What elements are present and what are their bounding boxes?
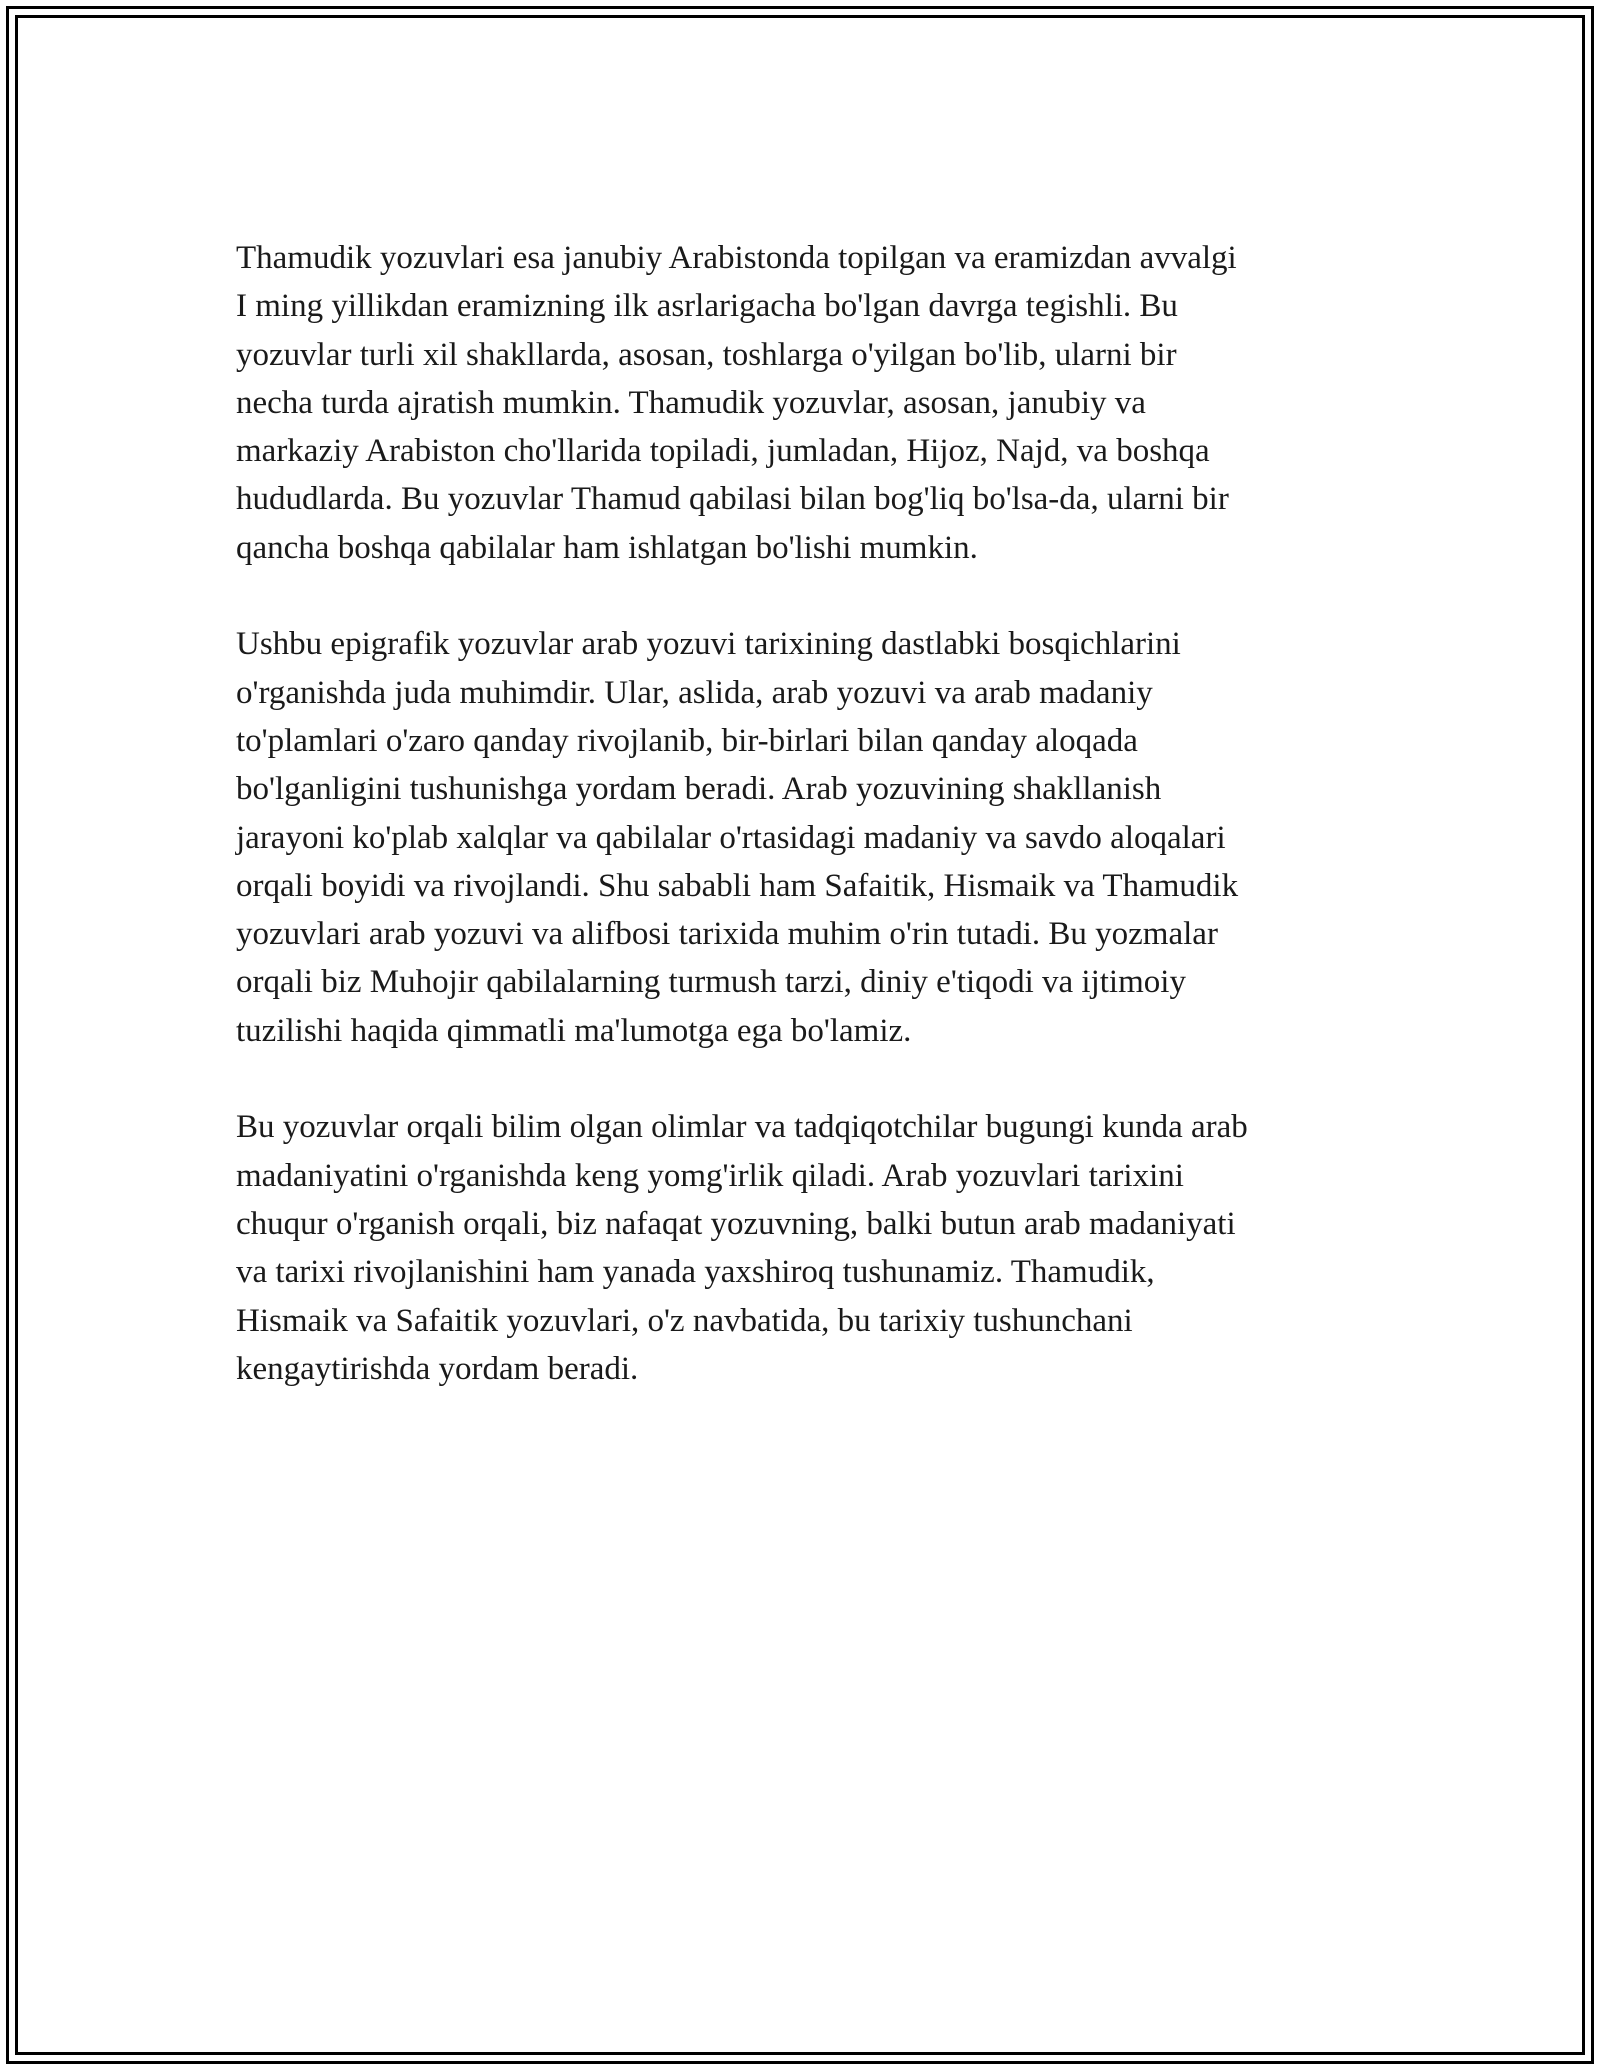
text-line: to'plamlari o'zaro qanday rivojlanib, bir-birlari bilan qanday aloqada: [236, 722, 1138, 759]
text-line: tuzilishi haqida qimmatli ma'lumotga ega bo'lamiz.: [236, 1012, 912, 1049]
document-body: [236, 234, 1376, 1441]
text-line: Ushbu epigrafik yozuvlar arab yozuvi tarixining dastlabki bosqichlarini: [236, 626, 1181, 663]
text-line: markaziy Arabiston cho'llarida topiladi, jumladan, Hijoz, Najd, va boshqa: [236, 433, 1210, 470]
text-line: chuqur o'rganish orqali, biz nafaqat yozuvning, balki butun arab madaniyati: [236, 1205, 1236, 1242]
text-line: Bu yozuvlar orqali bilim olgan olimlar va tadqiqotchilar bugungi kunda arab: [236, 1109, 1248, 1146]
text-line: hududlarda. Bu yozuvlar Thamud qabilasi bilan bog'liq bo'lsa-da, ularni bir: [236, 481, 1229, 518]
paragraph-2: [236, 620, 1376, 1055]
text-line: yozuvlar turli xil shakllarda, asosan, toshlarga o'yilgan bo'lib, ularni bir: [236, 336, 1177, 373]
text-line: necha turda ajratish mumkin. Thamudik yozuvlar, asosan, janubiy va: [236, 384, 1146, 421]
text-line: madaniyatini o'rganishda keng yomg'irlik qiladi. Arab yozuvlari tarixini: [236, 1157, 1184, 1194]
paragraph-1: [236, 234, 1376, 572]
text-line: Hismaik va Safaitik yozuvlari, o'z navbatida, bu tarixiy tushunchani: [236, 1302, 1133, 1339]
text-line: orqali biz Muhojir qabilalarning turmush tarzi, diniy e'tiqodi va ijtimoiy: [236, 964, 1186, 1001]
paragraph-3: [236, 1103, 1376, 1393]
text-line: o'rganishda juda muhimdir. Ular, aslida, arab yozuvi va arab madaniy: [236, 674, 1153, 711]
text-line: bo'lganligini tushunishga yordam beradi. Arab yozuvining shakllanish: [236, 771, 1162, 808]
text-line: kengaytirishda yordam beradi.: [236, 1350, 639, 1387]
text-line: va tarixi rivojlanishini ham yanada yaxshiroq tushunamiz. Thamudik,: [236, 1254, 1155, 1291]
text-line: Thamudik yozuvlari esa janubiy Arabistonda topilgan va eramizdan avvalgi: [236, 240, 1237, 276]
text-line: qancha boshqa qabilalar ham ishlatgan bo'lishi mumkin.: [236, 529, 978, 566]
text-line: orqali boyidi va rivojlandi. Shu sababli ham Safaitik, Hismaik va Thamudik: [236, 867, 1239, 904]
text-line: I ming yillikdan eramizning ilk asrlarigacha bo'lgan davrga tegishli. Bu: [236, 288, 1178, 325]
text-line: yozuvlari arab yozuvi va alifbosi tarixida muhim o'rin tutadi. Bu yozmalar: [236, 916, 1218, 953]
text-line: jarayoni ko'plab xalqlar va qabilalar o'rtasidagi madaniy va savdo aloqalari: [236, 819, 1226, 856]
